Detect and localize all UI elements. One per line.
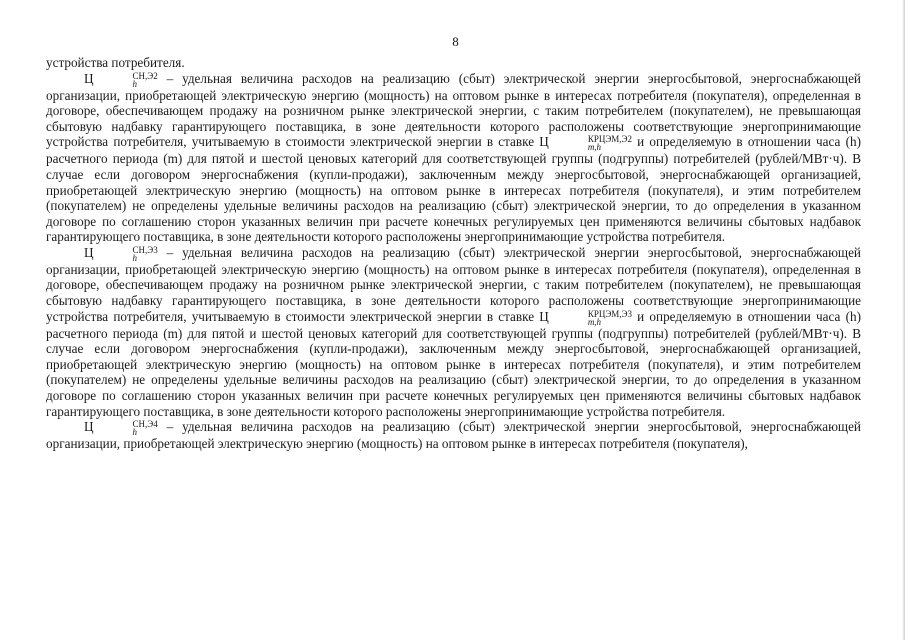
paragraph-text-b: и определяемую в отношении часа (h) расчетного периода (m) для пятой и шестой ценовых категорий для соответствующей группы (подгруппы) потребителей (рублей/МВт·ч). В случае если договором энергоснабжения (купли-продажи), заключенным между энергосбытовой, энергоснабжающей организацией, приобретающей электрическую энергию (мощность) на оптовом рынке в интересах потребителя (покупателя), и этим потребителем (покупателем) не определены удельные величины расходов на реализацию (сбыт) электрической энергии, то до определения в указанном договоре по соглашению сторон указанных величин при расчете конечных регулируемых цен применяются величины сбытовых надбавок гарантирующего поставщика, в зоне деятельности которого расположены энергопринимающие устройства потребителя. xyxy=(46,134,861,245)
paragraph-text-b: и определяемую в отношении часа (h) расчетного периода (m) для пятой и шестой ценовых категорий для соответствующей группы (подгруппы) потребителей (рублей/МВт·ч). В случае если договором энергоснабжения (купли-продажи), заключенным между энергосбытовой, энергоснабжающей организацией, приобретающей электрическую энергию (мощность) на оптовом рынке в интересах потребителя (покупателя), и этим потребителем (покупателем) не определены удельные величины расходов на реализацию (сбыт) электрической энергии, то до определения в указанном договоре по соглашению сторон указанных величин при расчете конечных регулируемых цен применяются величины сбытовых надбавок гарантирующего поставщика, в зоне деятельности которого расположены энергопринимающие устройства потребителя. xyxy=(46,308,861,419)
paragraph-text-a: – удельная величина расходов на реализацию (сбыт) электрической энергии энергосбытовой, энергоснабжающей организации, приобретающей электрическую энергию (мощность) на оптовом рынке в интересах потребителя (покупателя), определенная в договоре, обеспечивающем продажу на розничном рынке электрической энергии, с таким потребителем (покупателем), не превышающая сбытовую надбавку гарантирующего поставщика, в зоне деятельности которого расположены соответствующие энергопринимающие устройства потребителя, учитываемую в стоимости электрической энергии в ставке xyxy=(46,70,861,150)
symbol-tsn-e2: Ц СН,Э2 h xyxy=(84,70,158,89)
symbol-tsn-e4: Ц СН,Э4 h xyxy=(84,419,158,438)
paragraph-sn-e3 xyxy=(46,245,861,419)
paragraph-sn-e2 xyxy=(46,71,861,245)
page-number: 8 xyxy=(452,34,459,49)
symbol-krcem-e2: Ц КРЦЭМ,Э2 m,h xyxy=(539,134,632,153)
symbol-krcem-e3: Ц КРЦЭМ,Э3 m,h xyxy=(539,308,632,327)
paragraph-sn-e4 xyxy=(46,419,861,452)
document-body xyxy=(46,55,861,452)
paragraph-text-a: – удельная величина расходов на реализацию (сбыт) электрической энергии энергосбытовой, энергоснабжающей организации, приобретающей электрическую энергию (мощность) на оптовом рынке в интересах потребителя (покупателя), определенная в договоре, обеспечивающем продажу на розничном рынке электрической энергии, с таким потребителем (покупателем), не превышающая сбытовую надбавку гарантирующего поставщика, в зоне деятельности которого расположены соответствующие энергопринимающие устройства потребителя, учитываемую в стоимости электрической энергии в ставке xyxy=(46,244,861,324)
symbol-tsn-e3: Ц СН,Э3 h xyxy=(84,244,158,263)
paragraph-text-a: – удельная величина расходов на реализацию (сбыт) электрической энергии энергосбытовой, энергоснабжающей организации, приобретающей электрическую энергию (мощность) на оптовом рынке в интересах потребителя (покупателя), xyxy=(46,419,861,452)
fragment-start: устройства потребителя. xyxy=(46,55,185,70)
